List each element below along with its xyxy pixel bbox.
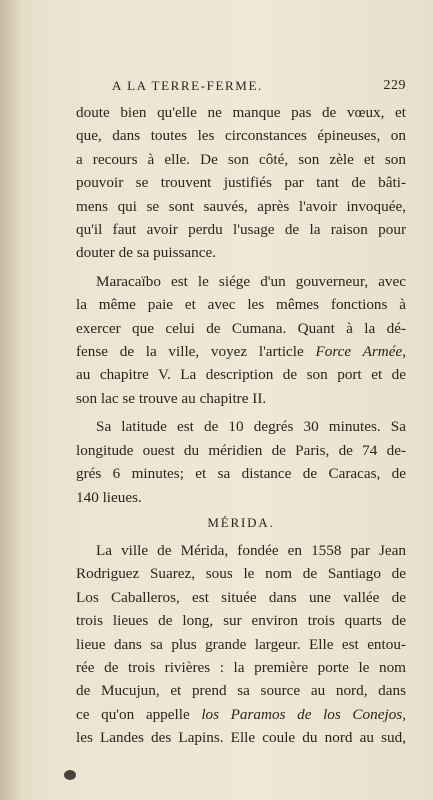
text-line: Rodriguez Suarez, sous le nom de Santiago de (76, 565, 406, 583)
text-line: les Landes des Lapins. Elle coule du nord au sud, (76, 729, 406, 747)
text-line: doute bien qu'elle ne manque pas de vœux, et (76, 104, 406, 121)
text-line: douter de sa puissance. (76, 244, 217, 262)
paragraph-merida (76, 539, 406, 750)
text-line: rée de trois rivières : la première porte le nom (76, 658, 406, 676)
paragraph-3 (76, 415, 406, 509)
text-segment: , (402, 343, 407, 361)
text-line (76, 703, 406, 726)
text-line: qu'il faut avoir perdu l'usage de la raison pour (76, 221, 406, 239)
paragraph-1 (76, 101, 406, 265)
text-line: Los Caballeros, est située dans une vallée de (76, 588, 406, 606)
running-title: A LA TERRE-FERME. (112, 78, 263, 93)
text-segment: ce qu'on appelle (76, 705, 202, 723)
text-line: la même paie et avec les mêmes fonctions à (76, 296, 406, 314)
text-line: Sa latitude est de 10 degrés 30 minutes. Sa (96, 418, 406, 436)
ink-smudge (64, 770, 76, 780)
text-line: Maracaïbo est le siége d'un gouverneur, avec (96, 272, 406, 290)
text-line: lieue dans sa plus grande largeur. Elle est entou- (76, 635, 406, 653)
italic-place-name: los Paramos de los Conejos (201, 705, 403, 723)
text-line: grés 6 minutes; et sa distance de Caracas, de (76, 465, 406, 483)
text-line: La ville de Mérida, fondée en 1558 par Jean (96, 541, 406, 559)
paragraph-2 (76, 270, 406, 410)
text-line: de Mucujun, et prend sa source au nord, dans (76, 682, 406, 700)
text-segment: fense de la ville, voyez l'article (76, 343, 316, 361)
section-heading: MÉRIDA. (207, 514, 275, 530)
italic-reference: Force Armée (315, 343, 403, 361)
text-line: pouvoir se trouvent justifiés par tant de bâti- (76, 174, 406, 192)
text-line: a recours à elle. De son côté, son zèle et son (76, 150, 406, 168)
text-line: longitude ouest du méridien de Paris, de 74 de- (76, 441, 406, 459)
text-line: au chapitre V. La description de son port et de (76, 366, 406, 384)
text-line: mens qui se sont sauvés, après l'avoir invoquée, (76, 197, 406, 215)
text-line: trois lieues de long, sur environ trois quarts de (76, 612, 406, 630)
text-line: 140 lieues. (76, 488, 142, 506)
page-header (76, 78, 406, 98)
text-line: exercer que celui de Cumana. Quant à la dé- (76, 319, 406, 337)
text-line: que, dans toutes les circonstances épineuses, on (76, 127, 406, 145)
text-segment: , (402, 705, 406, 723)
body-text (76, 101, 406, 750)
gutter-shadow (0, 0, 22, 800)
text-line: son lac se trouve au chapitre II. (76, 389, 267, 407)
page-number: 229 (383, 78, 406, 93)
text-line (76, 340, 406, 363)
